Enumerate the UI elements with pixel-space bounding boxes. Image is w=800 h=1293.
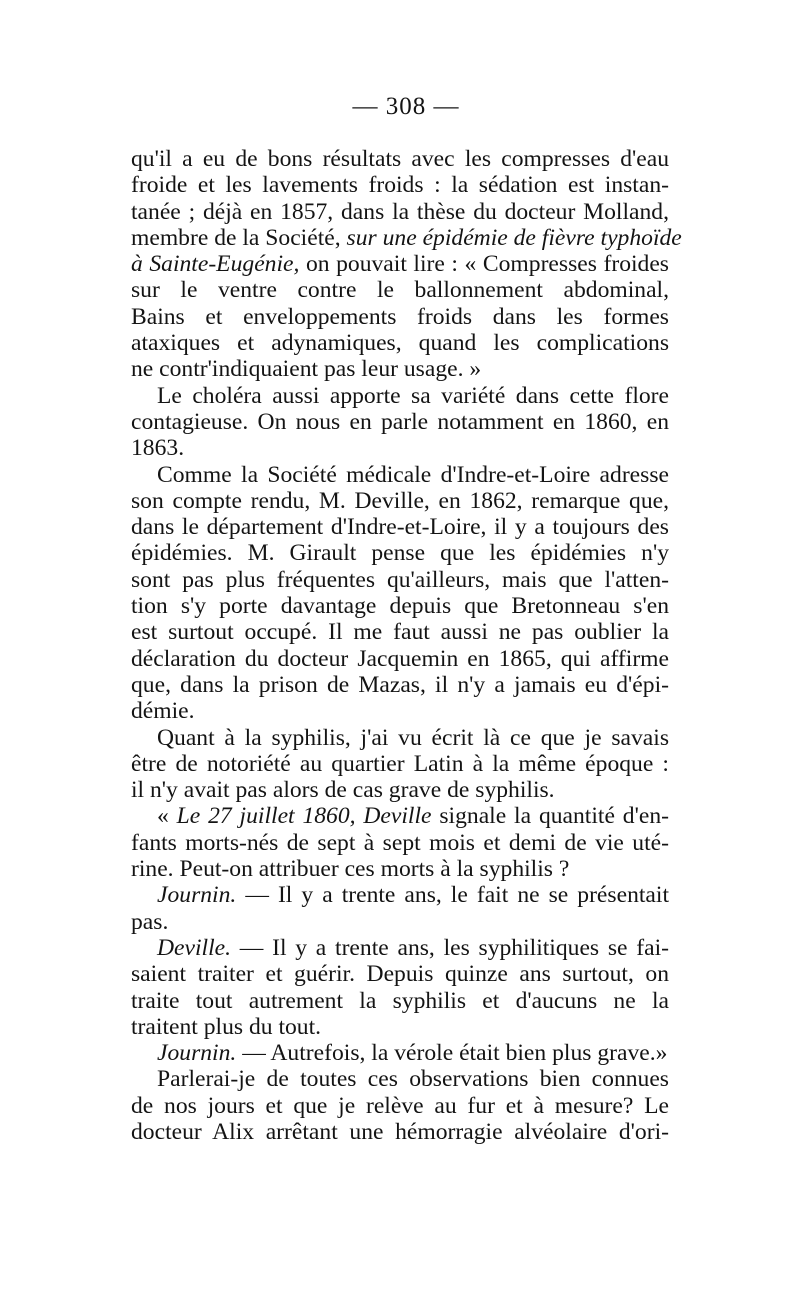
text-segment: signale la quantité d'en- — [439, 803, 669, 830]
text-line: dans le département d'Indre-et-Loire, il y a toujours des — [131, 514, 669, 541]
paragraph — [131, 146, 682, 383]
text-line: sont pas plus fréquentes qu'ailleurs, mais que l'atten- — [131, 566, 669, 593]
text-line: 1863. — [131, 435, 185, 462]
italic-date: Le 27 juillet 1860, Deville — [176, 803, 432, 830]
paragraph — [131, 803, 669, 882]
text-line: tion s'y porte davantage depuis que Bretonneau s'en — [131, 593, 669, 620]
italic-title: à Sainte-Eugénie, — [131, 251, 300, 278]
paragraph — [131, 725, 669, 804]
text-line: pas. — [131, 908, 169, 935]
speaker-name: Journin. — [157, 1040, 237, 1067]
text-line: est surtout occupé. Il me faut aussi ne pas oublier la — [131, 619, 669, 646]
text-line: sur le ventre contre le ballonnement abdominal, — [131, 277, 669, 304]
text-line: contagieuse. On nous en parle notamment en 1860, en — [131, 408, 669, 435]
text-line: son compte rendu, M. Deville, en 1862, remarque que, — [131, 487, 669, 514]
text-line — [131, 224, 682, 251]
paragraph — [131, 462, 669, 725]
text-segment: membre de la Société, — [131, 224, 341, 251]
text-line — [131, 803, 669, 829]
text-segment: — Il y a trente ans, les syphilitiques se fai- — [239, 934, 669, 961]
text-line: déclaration du docteur Jacquemin en 1865, qui affirme — [131, 645, 669, 672]
text-line: il n'y avait pas alors de cas grave de syphilis. — [131, 777, 555, 804]
book-page — [131, 92, 682, 1145]
text-line: ne contr'indiquaient pas leur usage. » — [131, 356, 482, 383]
text-segment: — Il y a trente ans, le fait ne se présentait — [245, 882, 669, 909]
text-line: que, dans la prison de Mazas, il n'y a jamais eu d'épi- — [131, 671, 669, 698]
text-line: Le choléra aussi apporte sa variété dans cette flore — [157, 382, 669, 409]
text-line — [131, 251, 669, 277]
text-line: rine. Peut-on attribuer ces morts à la syphilis ? — [131, 856, 570, 883]
speaker-name: Deville. — [157, 934, 232, 961]
text-line: qu'il a eu de bons résultats avec les compresses d'eau — [131, 146, 669, 172]
text-line: Comme la Société médicale d'Indre-et-Loire adresse — [157, 461, 669, 488]
text-line: de nos jours et que je relève au fur et à mesure? Le — [131, 1092, 669, 1119]
text-line — [131, 935, 669, 961]
text-line: traite tout autrement la syphilis et d'aucuns ne la — [131, 987, 669, 1014]
text-line: démie. — [131, 698, 195, 725]
paragraph — [131, 383, 669, 462]
speaker-name: Journin. — [157, 882, 237, 909]
text-line — [131, 1040, 669, 1066]
paragraph — [131, 935, 669, 1040]
text-line: tanée ; déjà en 1857, dans la thèse du docteur Molland, — [131, 198, 669, 225]
text-line: ataxiques et adynamiques, quand les complications — [131, 330, 669, 357]
text-line: Parlerai-je de toutes ces observations bien connues — [157, 1066, 669, 1093]
text-line — [131, 882, 669, 908]
text-segment: on pouvait lire : « Compresses froides — [305, 251, 669, 278]
text-line: docteur Alix arrêtant une hémorragie alvéolaire d'ori- — [131, 1118, 669, 1145]
paragraph — [131, 882, 669, 935]
text-segment: — Autrefois, la vérole était bien plus grave.» — [242, 1040, 668, 1067]
paragraph — [131, 1066, 669, 1145]
text-line: Bains et enveloppements froids dans les formes — [131, 303, 669, 330]
text-line: Quant à la syphilis, j'ai vu écrit là ce que je savais — [157, 724, 669, 751]
text-line: être de notoriété au quartier Latin à la même époque : — [131, 750, 669, 777]
text-line: épidémies. M. Girault pense que les épidémies n'y — [131, 540, 669, 567]
page-number: — 308 — — [352, 93, 460, 120]
text-line: fants morts-nés de sept à sept mois et demi de vie uté- — [131, 829, 669, 856]
text-line: traitent plus du tout. — [131, 1013, 322, 1040]
text-line: froide et les lavements froids : la sédation est instan- — [131, 172, 669, 199]
paragraph — [131, 1040, 669, 1066]
quote-mark: « — [157, 803, 169, 830]
text-line: saient traiter et guérir. Depuis quinze ans surtout, on — [131, 961, 669, 988]
italic-title: sur une épidémie de fièvre typhoïde — [346, 224, 682, 251]
